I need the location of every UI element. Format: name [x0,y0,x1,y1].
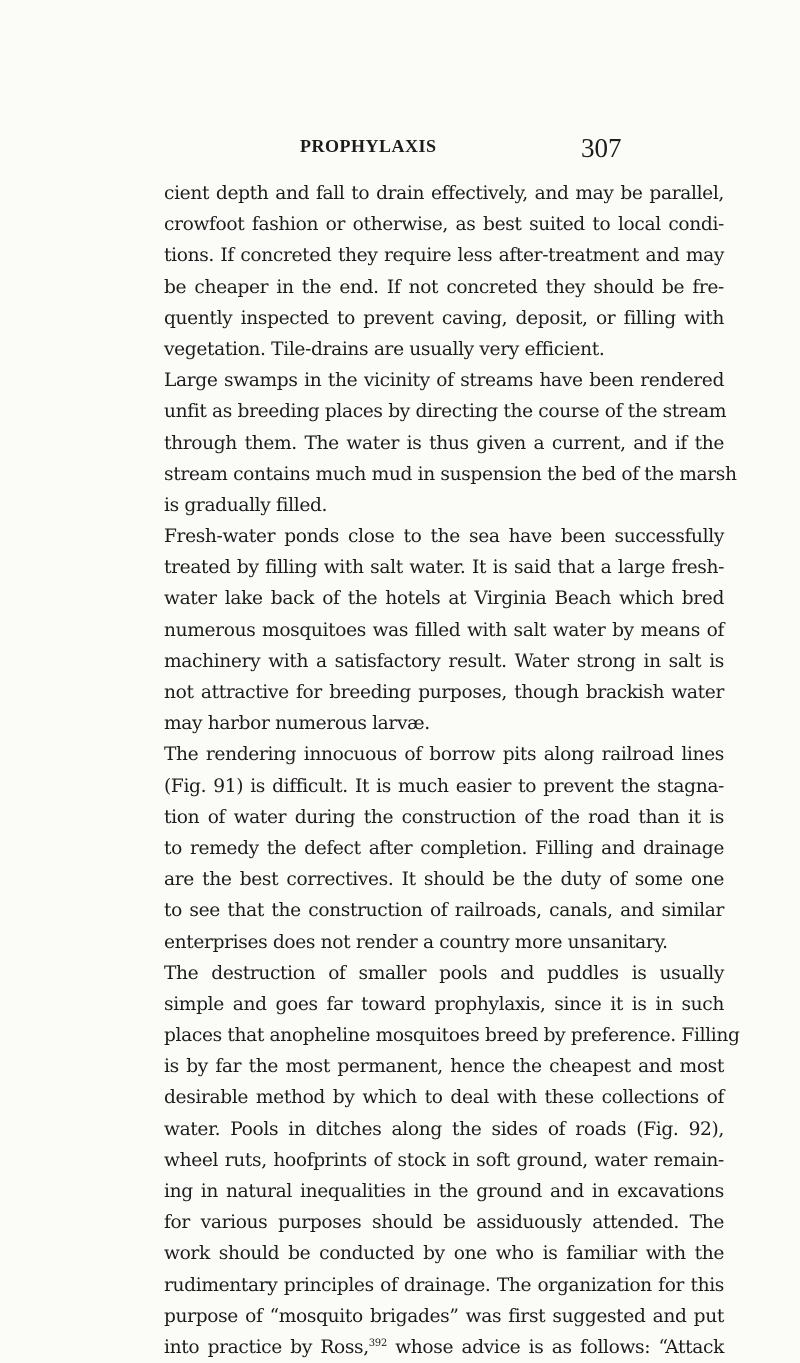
text-line: simple and goes far toward prophylaxis, since it is in such [164,993,724,1015]
running-title: PROPHYLAXIS [300,136,437,156]
text-line: may harbor numerous larvæ. [164,713,430,735]
text-line: tion of water during the construction of the road than it is [164,806,724,828]
running-head [0,133,800,168]
text-line: Large swamps in the vicinity of streams have been rendered [164,370,724,392]
text-line: not attractive for breeding purposes, though brackish water [164,682,724,703]
text-line: unfit as breeding places by directing the course of the stream [164,401,727,423]
text-line: (Fig. 91) is difficult. It is much easier to prevent the stagna- [164,775,724,797]
paragraph-drainage [164,178,724,365]
text-fragment: into practice by Ross, [164,1336,369,1358]
text-line: enterprises does not render a country more unsanitary. [164,931,668,953]
footnote-reference: 392 [368,1337,387,1349]
text-line: ing in natural inequalities in the ground and in excavations [164,1181,724,1202]
text-line: to remedy the defect after completion. Filling and drainage [164,837,724,859]
text-fragment: whose advice is as follows: “Attack [386,1336,725,1358]
text-line: through them. The water is thus given a current, and if the [164,432,724,454]
text-line: The destruction of smaller pools and puddles is usually [164,962,724,984]
text-line: numerous mosquitoes was filled with salt water by means of [164,619,724,641]
text-line: water. Pools in ditches along the sides of roads (Fig. 92), [164,1118,724,1140]
text-line: be cheaper in the end. If not concreted they should be fre- [164,276,724,298]
paragraph-fresh-water-ponds [164,521,724,739]
text-line: tions. If concreted they require less after-treatment and may [164,245,724,267]
text-line: rudimentary principles of drainage. The organization for this [164,1274,724,1296]
text-line: vegetation. Tile-drains are usually very efficient. [164,338,605,360]
text-line-with-footnote [164,1332,724,1363]
text-line: to see that the construction of railroads, canals, and similar [164,900,724,922]
text-line: wheel ruts, hoofprints of stock in soft ground, water remain- [164,1149,724,1171]
text-line: water lake back of the hotels at Virginia Beach which bred [164,588,724,610]
paragraph-swamps [164,365,737,521]
text-line: cient depth and fall to drain effectively, and may be parallel, [164,183,724,204]
text-line: purpose of “mosquito brigades” was first suggested and put [164,1305,724,1327]
page-number: 307 [581,133,622,163]
body-text [164,178,740,1363]
text-line: places that anopheline mosquitoes breed by preference. Filling [164,1025,740,1047]
text-line: Fresh-water ponds close to the sea have been successfully [164,526,724,548]
text-line: for various purposes should be assiduously attended. The [164,1212,724,1234]
text-line: quently inspected to prevent caving, deposit, or filling with [164,307,724,329]
paragraph-pools-puddles [164,958,740,1363]
text-line: The rendering innocuous of borrow pits along railroad lines [164,744,724,766]
paragraph-borrow-pits [164,739,724,957]
text-line: crowfoot fashion or otherwise, as best suited to local condi- [164,214,724,236]
text-line: is gradually filled. [164,494,328,516]
text-line: desirable method by which to deal with these collections of [164,1087,724,1109]
text-line: treated by filling with salt water. It is said that a large fresh- [164,557,724,579]
text-line: machinery with a satisfactory result. Water strong in salt is [164,650,724,672]
text-line: stream contains much mud in suspension the bed of the marsh [164,463,737,485]
text-line: work should be conducted by one who is familiar with the [164,1243,724,1265]
text-line: are the best correctives. It should be the duty of some one [164,869,724,891]
text-line: is by far the most permanent, hence the cheapest and most [164,1056,724,1078]
